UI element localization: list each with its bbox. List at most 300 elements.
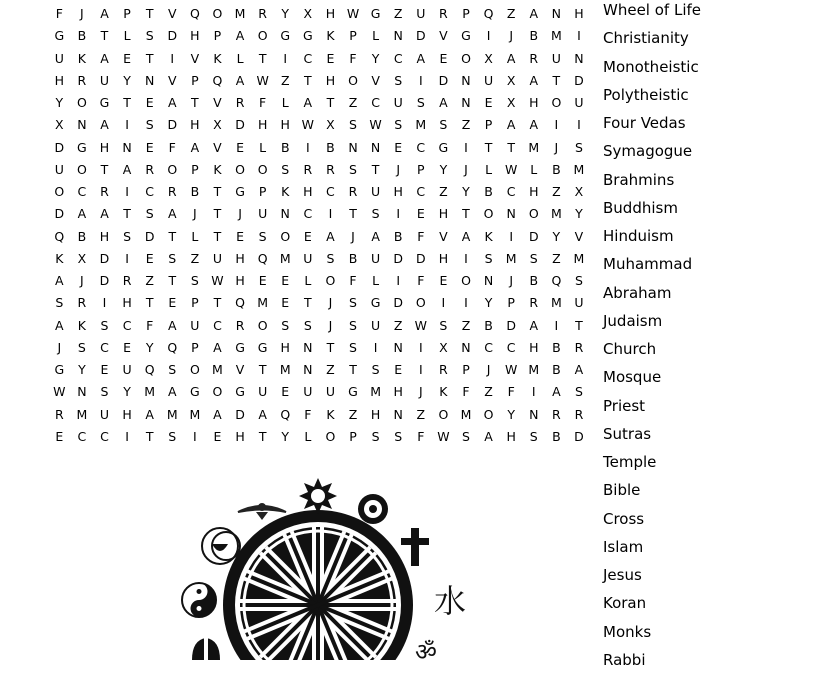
grid-letter: D xyxy=(235,117,245,133)
grid-row xyxy=(48,292,592,314)
grid-letter: A xyxy=(235,72,245,88)
grid-letter: I xyxy=(464,139,468,155)
word-item: Muhammad xyxy=(603,255,693,274)
dharma-wheel-icon xyxy=(223,510,413,660)
grid-letter: T xyxy=(371,161,380,177)
grid-row xyxy=(48,270,592,292)
grid-letter: W xyxy=(504,161,518,177)
grid-letter: H xyxy=(438,206,449,222)
grid-letter: S xyxy=(439,317,448,333)
grid-letter: B xyxy=(529,28,539,44)
grid-letter: H xyxy=(393,384,403,400)
grid-letter: L xyxy=(259,139,267,155)
grid-row xyxy=(48,337,592,359)
grid-letter: T xyxy=(213,206,222,222)
grid-letter: W xyxy=(256,72,269,88)
grid-letter: B xyxy=(552,362,561,377)
grid-letter: T xyxy=(349,362,357,377)
grid-letter: G xyxy=(54,362,65,377)
grid-letter: I xyxy=(125,250,129,266)
grid-letter: P xyxy=(258,184,267,199)
grid-letter: A xyxy=(439,95,448,110)
grid-letter: P xyxy=(462,6,470,21)
grid-letter: O xyxy=(551,95,562,110)
grid-letter: H xyxy=(122,406,132,422)
grid-letter: I xyxy=(531,384,536,400)
grid-letter: P xyxy=(191,72,199,88)
grid-letter: C xyxy=(416,139,426,155)
grid-letter: C xyxy=(416,184,426,199)
grid-letter: A xyxy=(55,317,64,333)
grid-row xyxy=(48,48,592,70)
grid-letter: Z xyxy=(393,6,403,21)
grid-letter: H xyxy=(99,139,110,155)
grid-letter: D xyxy=(235,406,245,422)
grid-letter: R xyxy=(439,6,448,21)
grid-letter: T xyxy=(258,50,267,66)
grid-letter: N xyxy=(506,206,516,222)
grid-row xyxy=(48,315,592,337)
grid-letter: E xyxy=(281,273,290,288)
grid-letter: O xyxy=(257,317,268,333)
grid-letter: B xyxy=(77,28,87,44)
grid-letter: R xyxy=(258,6,267,21)
grid-letter: I xyxy=(418,72,423,88)
grid-letter: I xyxy=(486,28,491,44)
grid-letter: W xyxy=(437,428,450,444)
grid-letter: S xyxy=(371,206,380,222)
grid-letter: Z xyxy=(326,362,335,377)
grid-letter: U xyxy=(54,161,64,177)
grid-letter: H xyxy=(235,428,245,444)
grid-row xyxy=(48,92,592,114)
grid-letter: Q xyxy=(280,406,291,422)
grid-letter: J xyxy=(238,206,242,222)
grid-letter: C xyxy=(77,184,87,199)
grid-letter: C xyxy=(213,317,222,333)
grid-letter: L xyxy=(281,95,289,110)
grid-letter: I xyxy=(418,339,423,355)
grid-letter: K xyxy=(213,161,222,177)
word-list xyxy=(603,0,701,674)
grid-letter: P xyxy=(417,161,425,177)
grid-letter: S xyxy=(168,428,177,444)
grid-letter: X xyxy=(303,6,313,21)
word-item: Mosque xyxy=(603,368,662,387)
grid-letter: I xyxy=(396,206,401,222)
grid-letter: X xyxy=(506,95,516,110)
grid-letter: K xyxy=(439,384,448,400)
grid-letter: N xyxy=(461,72,471,88)
grid-letter: J xyxy=(396,161,401,177)
grid-letter: A xyxy=(100,50,109,66)
grid-letter: M xyxy=(370,384,381,400)
grid-letter: S xyxy=(484,250,493,266)
grid-letter: A xyxy=(167,317,177,333)
grid-row xyxy=(48,181,592,203)
grid-letter: T xyxy=(213,295,222,311)
grid-letter: Z xyxy=(439,184,448,199)
grid-letter: B xyxy=(190,184,200,199)
grid-letter: F xyxy=(146,317,154,333)
grid-letter: S xyxy=(281,317,290,333)
grid-letter: L xyxy=(191,228,199,244)
grid-letter: N xyxy=(280,206,290,222)
grid-letter: R xyxy=(145,161,155,177)
grid-letter: I xyxy=(125,428,129,444)
grid-letter: N xyxy=(393,406,403,422)
grid-letter: A xyxy=(213,339,222,355)
grid-letter: E xyxy=(281,384,290,400)
grid-letter: Z xyxy=(190,250,200,266)
grid-letter: O xyxy=(348,72,358,88)
grid-letter: N xyxy=(393,28,403,44)
grid-letter: E xyxy=(258,273,267,288)
grid-letter: N xyxy=(393,339,403,355)
grid-letter: C xyxy=(122,317,132,333)
grid-letter: T xyxy=(575,317,583,333)
grid-letter: I xyxy=(577,117,581,133)
grid-letter: I xyxy=(328,206,333,222)
grid-letter: X xyxy=(77,250,87,266)
grid-letter: M xyxy=(528,362,540,377)
grid-letter: M xyxy=(550,206,562,222)
grid-letter: Y xyxy=(55,95,64,110)
grid-letter: U xyxy=(258,206,268,222)
grid-letter: A xyxy=(416,50,426,66)
grid-letter: S xyxy=(529,250,538,266)
grid-letter: R xyxy=(235,95,245,110)
grid-letter: X xyxy=(213,117,222,133)
word-item: Wheel of Life xyxy=(603,1,701,19)
grid-letter: M xyxy=(212,362,223,377)
grid-letter: A xyxy=(100,117,109,133)
grid-letter: E xyxy=(168,295,177,311)
grid-letter: Y xyxy=(439,161,448,177)
grid-letter: G xyxy=(348,384,358,400)
grid-letter: H xyxy=(529,339,539,355)
grid-letter: Y xyxy=(484,295,493,311)
grid-letter: T xyxy=(100,161,109,177)
word-item: Christianity xyxy=(603,29,689,48)
grid-letter: U xyxy=(371,317,381,333)
grid-letter: G xyxy=(370,6,381,21)
grid-letter: E xyxy=(236,228,244,244)
grid-letter: T xyxy=(484,139,493,155)
grid-letter: Y xyxy=(575,206,583,222)
grid-letter: L xyxy=(236,50,244,66)
grid-letter: I xyxy=(170,50,175,66)
grid-letter: T xyxy=(462,206,470,222)
grid-letter: V xyxy=(371,72,380,88)
grid-letter: S xyxy=(258,228,267,244)
grid-letter: W xyxy=(504,362,518,377)
grid-letter: Z xyxy=(393,317,403,333)
grid-letter: V xyxy=(439,28,448,44)
grid-letter: D xyxy=(393,250,404,266)
word-item: Church xyxy=(603,340,657,358)
grid-letter: B xyxy=(280,139,290,155)
grid-letter: D xyxy=(99,250,110,266)
grid-letter: G xyxy=(257,339,268,355)
grid-letter: G xyxy=(54,28,65,44)
grid-letter: Y xyxy=(78,362,86,377)
grid-letter: G xyxy=(99,95,110,110)
grid-letter: O xyxy=(483,206,494,222)
grid-letter: A xyxy=(484,428,493,444)
grid-letter: R xyxy=(54,406,64,422)
grid-letter: I xyxy=(464,250,468,266)
grid-letter: U xyxy=(574,95,584,110)
grid-letter: A xyxy=(461,228,471,244)
grid-letter: C xyxy=(371,95,380,110)
grid-letter: F xyxy=(168,139,176,155)
grid-letter: A xyxy=(122,161,132,177)
grid-letter: A xyxy=(506,117,516,133)
grid-letter: I xyxy=(396,273,401,288)
grid-letter: A xyxy=(529,317,539,333)
grid-letter: Q xyxy=(483,6,494,21)
grid-letter: Z xyxy=(416,406,426,422)
grid-letter: N xyxy=(551,6,562,21)
grid-letter: T xyxy=(304,295,312,311)
grid-letter: U xyxy=(416,6,426,21)
grid-letter: G xyxy=(438,139,449,155)
grid-letter: I xyxy=(102,295,107,311)
word-item: Hinduism xyxy=(603,227,674,245)
grid-letter: Y xyxy=(281,428,290,444)
grid-letter: A xyxy=(235,28,245,44)
word-item: Monotheistic xyxy=(603,57,699,76)
grid-letter: T xyxy=(168,273,177,288)
grid-letter: J xyxy=(351,228,355,244)
letter-grid xyxy=(48,3,592,448)
grid-letter: Z xyxy=(348,406,358,422)
grid-row xyxy=(48,3,592,25)
grid-letter: D xyxy=(99,273,110,288)
grid-letter: R xyxy=(235,317,245,333)
grid-letter: K xyxy=(484,228,493,244)
grid-letter: U xyxy=(190,317,200,333)
grid-letter: N xyxy=(144,72,155,88)
grid-letter: N xyxy=(77,117,87,133)
grid-letter: H xyxy=(280,339,290,355)
grid-letter: S xyxy=(145,117,154,133)
grid-letter: Q xyxy=(212,72,223,88)
grid-letter: R xyxy=(552,406,561,422)
grid-letter: Y xyxy=(462,184,470,199)
grid-letter: D xyxy=(415,250,426,266)
grid-letter: O xyxy=(438,406,449,422)
grid-letter: O xyxy=(257,28,268,44)
grid-letter: S xyxy=(529,428,538,444)
grid-letter: S xyxy=(349,295,357,311)
word-item: Buddhism xyxy=(603,198,678,217)
grid-letter: S xyxy=(55,295,64,311)
grid-letter: N xyxy=(461,95,471,110)
grid-letter: V xyxy=(167,72,177,88)
grid-letter: X xyxy=(574,184,584,199)
grid-letter: N xyxy=(461,339,471,355)
grid-letter: I xyxy=(283,50,288,66)
grid-letter: H xyxy=(529,95,539,110)
grid-letter: T xyxy=(258,428,267,444)
grid-letter: Z xyxy=(461,117,471,133)
grid-letter: M xyxy=(550,28,562,44)
grid-letter: O xyxy=(54,184,65,199)
word-item: Islam xyxy=(603,537,644,556)
grid-letter: A xyxy=(100,206,109,222)
grid-letter: K xyxy=(326,28,335,44)
grid-letter: E xyxy=(145,250,154,266)
grid-letter: E xyxy=(439,273,448,288)
grid-letter: F xyxy=(417,228,425,244)
grid-letter: A xyxy=(529,6,539,21)
grid-letter: I xyxy=(305,139,310,155)
grid-letter: B xyxy=(326,139,335,155)
grid-letter: C xyxy=(303,50,313,66)
khanda-icon xyxy=(192,636,220,660)
grid-letter: C xyxy=(145,184,155,199)
grid-letter: T xyxy=(100,28,109,44)
grid-letter: Y xyxy=(123,384,131,400)
grid-letter: N xyxy=(574,50,584,66)
grid-row xyxy=(48,137,592,159)
grid-letter: S xyxy=(349,161,357,177)
grid-letter: A xyxy=(77,206,87,222)
grid-letter: F xyxy=(304,406,312,422)
grid-letter: P xyxy=(191,295,199,311)
grid-letter: S xyxy=(100,317,109,333)
grid-letter: W xyxy=(346,6,360,21)
grid-letter: L xyxy=(304,428,312,444)
grid-letter: A xyxy=(167,95,177,110)
grid-letter: B xyxy=(484,184,493,199)
grid-letter: O xyxy=(212,384,223,400)
grid-letter: H xyxy=(438,250,449,266)
grid-letter: B xyxy=(552,428,561,444)
word-item: Cross xyxy=(603,509,645,528)
grid-letter: J xyxy=(80,6,84,21)
grid-letter: N xyxy=(529,406,539,422)
grid-letter: A xyxy=(167,206,177,222)
grid-letter: E xyxy=(145,139,154,155)
grid-letter: S xyxy=(349,317,357,333)
grid-letter: K xyxy=(326,406,335,422)
grid-letter: Y xyxy=(123,72,131,88)
grid-letter: H xyxy=(190,117,200,133)
grid-letter: G xyxy=(235,184,245,199)
grid-letter: O xyxy=(167,161,178,177)
grid-letter: M xyxy=(573,250,585,266)
grid-letter: Z xyxy=(461,317,471,333)
grid-letter: I xyxy=(464,295,468,311)
grid-letter: R xyxy=(167,184,177,199)
grid-letter: U xyxy=(212,250,223,266)
word-item: Sutras xyxy=(603,424,652,443)
grid-letter: A xyxy=(326,228,335,244)
grid-letter: S xyxy=(394,117,403,133)
grid-letter: O xyxy=(76,161,87,177)
grid-letter: T xyxy=(123,206,131,222)
grid-letter: G xyxy=(302,28,313,44)
grid-letter: E xyxy=(55,428,64,444)
grid-row xyxy=(48,248,592,270)
grid-letter: S xyxy=(326,250,335,266)
dharma-wheel-icon xyxy=(358,494,388,524)
grid-letter: X xyxy=(484,50,493,66)
yin-yang-icon xyxy=(182,583,216,617)
grid-letter: L xyxy=(485,161,493,177)
grid-letter: E xyxy=(213,428,222,444)
svg-text:水: 水 xyxy=(434,582,467,620)
grid-letter: W xyxy=(369,117,382,133)
grid-letter: M xyxy=(415,117,427,133)
grid-letter: S xyxy=(168,250,177,266)
grid-letter: A xyxy=(529,72,539,88)
grid-letter: L xyxy=(372,273,380,288)
grid-letter: H xyxy=(325,6,336,21)
grid-letter: J xyxy=(509,28,514,44)
grid-letter: A xyxy=(100,6,109,21)
grid-letter: R xyxy=(77,72,87,88)
grid-letter: H xyxy=(235,250,245,266)
grid-letter: J xyxy=(80,273,84,288)
grid-letter: U xyxy=(371,184,381,199)
grid-letter: A xyxy=(190,139,200,155)
grid-letter: R xyxy=(348,184,358,199)
grid-letter: G xyxy=(370,295,381,311)
grid-letter: J xyxy=(418,384,423,400)
grid-letter: M xyxy=(460,406,472,422)
word-item: Rabbi xyxy=(603,650,646,669)
grid-letter: H xyxy=(370,406,381,422)
grid-letter: T xyxy=(304,72,312,88)
grid-letter: J xyxy=(464,161,468,177)
grid-letter: Q xyxy=(54,228,65,244)
grid-letter: U xyxy=(258,384,268,400)
grid-letter: D xyxy=(54,139,65,155)
svg-text:ॐ: ॐ xyxy=(415,638,437,660)
grid-letter: B xyxy=(529,273,539,288)
grid-letter: M xyxy=(505,250,517,266)
grid-letter: C xyxy=(100,428,109,444)
grid-letter: S xyxy=(574,384,583,400)
grid-letter: K xyxy=(55,250,64,266)
grid-letter: W xyxy=(301,117,315,133)
grid-letter: U xyxy=(54,50,64,66)
grid-letter: D xyxy=(574,428,584,444)
grid-letter: W xyxy=(414,317,427,333)
grid-letter: O xyxy=(528,206,539,222)
grid-letter: G xyxy=(235,339,245,355)
grid-letter: E xyxy=(416,206,425,222)
grid-letter: R xyxy=(77,295,87,311)
grid-letter: V xyxy=(213,95,222,110)
word-item: Brahmins xyxy=(603,170,675,189)
grid-letter: S xyxy=(371,428,380,444)
grid-letter: O xyxy=(415,295,426,311)
grid-letter: O xyxy=(212,6,223,21)
grid-letter: A xyxy=(303,95,313,110)
grid-letter: F xyxy=(55,6,63,21)
grid-letter: B xyxy=(552,161,561,177)
grid-letter: R xyxy=(122,273,132,288)
grid-letter: H xyxy=(303,184,313,199)
faravahar-icon xyxy=(238,503,286,520)
grid-letter: N xyxy=(303,339,313,355)
grid-letter: A xyxy=(167,384,177,400)
